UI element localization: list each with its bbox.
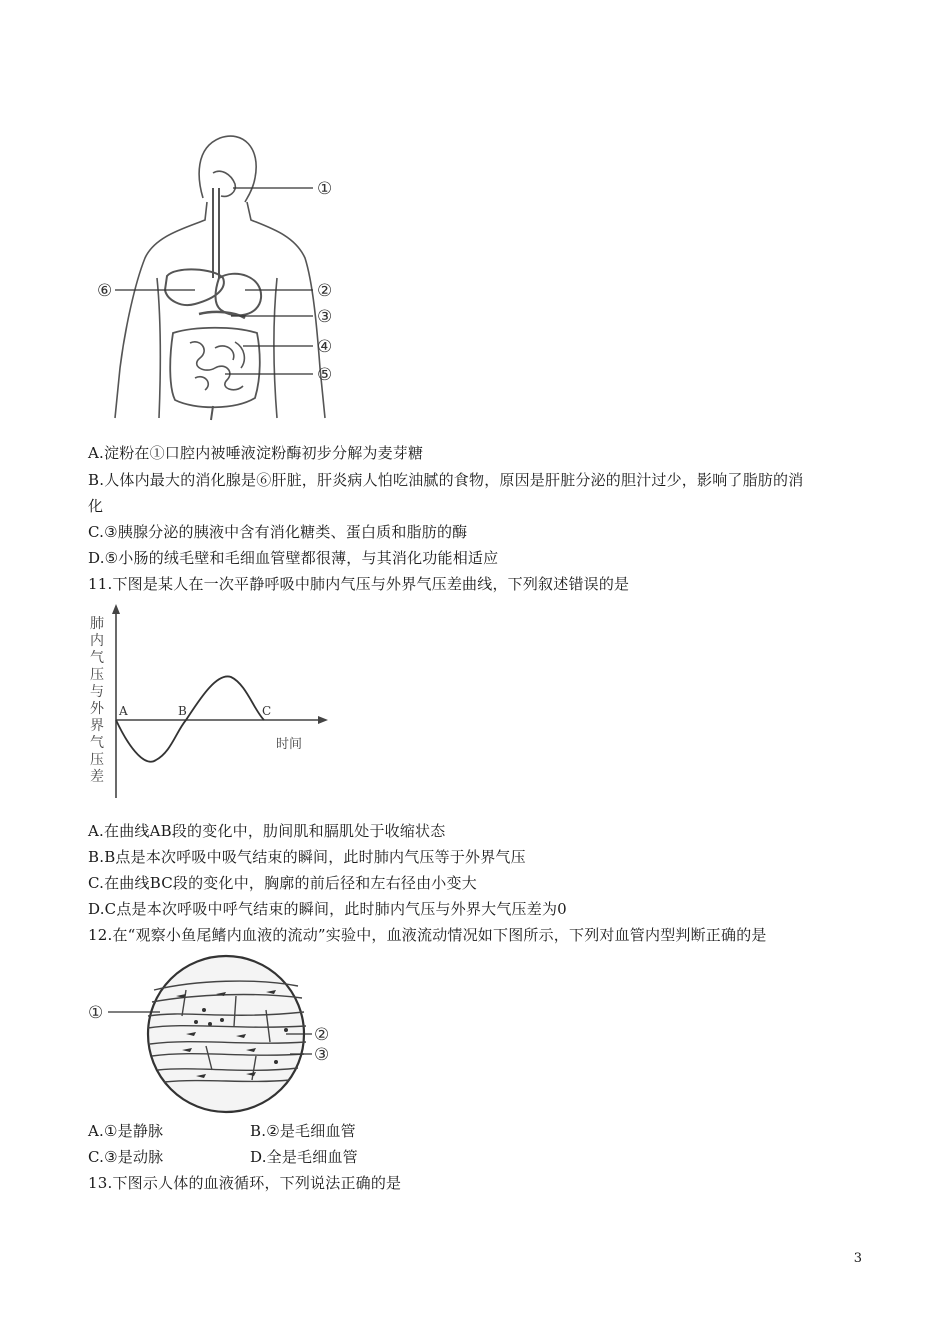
q10-option-a: A.淀粉在①口腔内被唾液淀粉酶初步分解为麦芽糖 [88,444,424,462]
q10-option-d: D.⑤小肠的绒毛壁和毛细血管壁都很薄，与其消化功能相适应 [88,549,499,567]
digestive-system-figure [95,128,355,423]
fish-tail-blood-flow-figure [86,950,356,1120]
q12-option-a: A.①是静脉 [88,1122,164,1140]
q10-option-b-line2: 化 [88,497,104,515]
ylabel-char: 差 [90,769,104,785]
ylabel-char: 气 [90,735,104,751]
label-1: ① [317,179,333,199]
q12-option-c: C.③是动脉 [88,1148,164,1166]
q10-option-c: C.③胰腺分泌的胰液中含有消化糖类、蛋白质和脂肪的酶 [88,523,468,541]
label-4: ④ [317,337,333,357]
q11-stem: 11.下图是某人在一次平静呼吸中肺内气压与外界气压差曲线，下列叙述错误的是 [88,575,630,593]
x-axis-label: 时间 [276,737,303,752]
q11-option-b: B.B点是本次呼吸中吸气结束的瞬间，此时肺内气压等于外界气压 [88,848,526,866]
pressure-curve [116,676,264,761]
point-a-label: A [119,704,128,718]
ylabel-char: 肺 [90,616,104,632]
ylabel-char: 内 [90,633,104,649]
pressure-curve-chart [86,602,336,802]
q11-option-c: C.在曲线BC段的变化中，胸廓的前后径和左右径由小变大 [88,874,477,892]
ylabel-char: 外 [90,701,104,717]
q11-option-d: D.C点是本次呼吸中呼气结束的瞬间，此时肺内气压与外界大气压差为0 [88,900,567,918]
vessel-label-1: ① [88,1003,104,1023]
q13-stem: 13.下图示人体的血液循环，下列说法正确的是 [88,1174,402,1192]
q11-option-a: A.在曲线AB段的变化中，肋间肌和膈肌处于收缩状态 [88,822,446,840]
label-6: ⑥ [97,281,113,301]
label-2: ② [317,281,333,301]
q12-stem: 12.在“观察小鱼尾鳍内血液的流动”实验中，血液流动情况如下图所示，下列对血管内型判断正确的是 [88,926,767,944]
ylabel-char: 与 [90,684,104,700]
point-b-label: B [178,704,187,718]
vessel-label-2: ② [314,1025,330,1045]
label-5: ⑤ [317,365,333,385]
label-3: ③ [317,307,333,327]
q10-option-b-line1: B.人体内最大的消化腺是⑥肝脏，肝炎病人怕吃油腻的食物，原因是肝脏分泌的胆汁过少，影响了脂肪的消 [88,471,804,489]
ylabel-char: 压 [90,667,104,683]
ylabel-char: 压 [90,752,104,768]
page-number: 3 [853,1251,862,1266]
vessel-label-3: ③ [314,1045,330,1065]
point-c-label: C [262,704,272,718]
q12-option-d: D.全是毛细血管 [250,1148,358,1166]
q12-option-b: B.②是毛细血管 [250,1122,356,1140]
ylabel-char: 界 [90,718,104,734]
ylabel-char: 气 [90,650,104,666]
